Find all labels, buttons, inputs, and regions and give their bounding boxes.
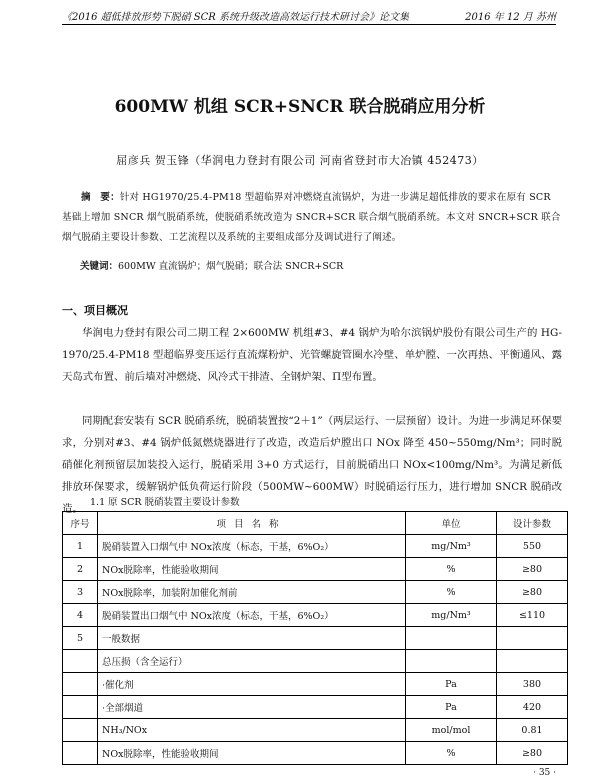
row-no: 5 xyxy=(63,627,98,650)
row-item-name: ·催化剂 xyxy=(98,673,406,696)
row-item-name: NH₃/NOx xyxy=(98,719,406,742)
row-unit: Pa xyxy=(406,696,497,719)
row-no: 4 xyxy=(63,604,98,627)
author-affiliation: 屈彦兵 贺玉锋（华润电力登封有限公司 河南省登封市大冶镇 452473） xyxy=(116,154,484,167)
row-value xyxy=(497,627,568,650)
row-value: 550 xyxy=(497,535,568,558)
keywords xyxy=(80,258,343,272)
row-item-name: ·全部烟道 xyxy=(98,696,406,719)
row-no: 1 xyxy=(63,535,98,558)
row-no: 3 xyxy=(63,581,98,604)
table-row xyxy=(63,535,568,558)
header-date-location: 2016 年 12 月 苏州 xyxy=(465,12,556,23)
row-unit: mg/Nm³ xyxy=(406,535,497,558)
table-row xyxy=(63,627,568,650)
header-no: 序号 xyxy=(63,512,98,535)
abstract-label: 摘 要： xyxy=(81,192,120,203)
row-unit xyxy=(406,650,497,673)
running-header xyxy=(62,6,556,26)
row-no: 2 xyxy=(63,558,98,581)
table-header-row xyxy=(63,512,568,535)
row-item-name: 脱硝装置出口烟气中 NOx浓度（标态，干基，6%O₂） xyxy=(98,604,406,627)
table-row xyxy=(63,604,568,627)
row-unit: % xyxy=(406,558,497,581)
header-unit: 单位 xyxy=(406,512,497,535)
row-no xyxy=(63,742,98,765)
paper-title: 600MW 机组 SCR+SNCR 联合脱硝应用分析 xyxy=(114,97,486,117)
body-paragraph-2: 同期配套安装有 SCR 脱硝系统，脱硝装置按“2＋1”（两层运行、一层预留）设计。为进一步满足环保要求，分别对#3、#4 锅炉低氮燃烧器进行了改造，改造后炉膛出口 NOx 降至 450~550mg/Nm³；同时脱硝催化剂预留层加装投入运行，脱硝采用 3+0 方式运行，目前脱硝出口 NOx<100mg/Nm³。为满足新低排放环保要求，缓解锅炉低负荷运行阶段（500MW~600MW）时脱硝运行压力，进行增加 SNCR 脱硝改造。 xyxy=(62,415,562,515)
row-item-name: NOx脱除率，加装附加催化剂前 xyxy=(98,581,406,604)
row-value: ≤110 xyxy=(497,604,568,627)
header-rule xyxy=(62,24,556,25)
table-row xyxy=(63,696,568,719)
abstract-text: 针对 HG1970/25.4-PM18 型超临界对冲燃烧直流锅炉，为进一步满足超低排放的要求在原有 SCR 基础上增加 SNCR 烟气脱硝系统，使脱硝系统改造为 SNCR+SCR 联合烟气脱硝系统。本文对 SNCR+SCR 联合烟气脱硝主要设计参数、工艺流程以及系统的主要组成部分及调试进行了阐述。 xyxy=(62,192,561,243)
row-value xyxy=(497,650,568,673)
row-value: 420 xyxy=(497,696,568,719)
row-item-name: NOx脱除率，性能验收期间 xyxy=(98,742,406,765)
table-row xyxy=(63,581,568,604)
header-design-value: 设计参数 xyxy=(497,512,568,535)
row-value: ≥80 xyxy=(497,558,568,581)
body-paragraph-1: 华润电力登封有限公司二期工程 2×600MW 机组#3、#4 锅炉为哈尔滨锅炉股份有限公司生产的 HG-1970/25.4-PM18 型超临界变压运行直流煤粉炉、光管螺旋管圈水冷壁、单炉膛、一次再热、平衡通风、露天岛式布置、前后墙对冲燃烧、风冷式干排渣、全钢炉架、Π型布置。 xyxy=(62,327,562,383)
row-value: ≥80 xyxy=(497,742,568,765)
row-item-name: NOx脱除率，性能验收期间 xyxy=(98,558,406,581)
row-unit: % xyxy=(406,581,497,604)
keywords-text: 600MW 直流锅炉；烟气脱硝；联合法 SNCR+SCR xyxy=(118,261,344,272)
abstract xyxy=(62,188,562,248)
table-row xyxy=(63,719,568,742)
row-no xyxy=(63,719,98,742)
row-unit xyxy=(406,627,497,650)
row-unit: mg/Nm³ xyxy=(406,604,497,627)
row-unit: Pa xyxy=(406,673,497,696)
header-proceedings-title: 《2016 超低排放形势下脱硝 SCR 系统升级改造高效运行技术研讨会》论文集 xyxy=(62,12,410,23)
row-item-name: 脱硝装置入口烟气中 NOx浓度（标态，干基，6%O₂） xyxy=(98,535,406,558)
row-value: 0.81 xyxy=(497,719,568,742)
row-unit: % xyxy=(406,742,497,765)
table-row xyxy=(63,650,568,673)
row-item-name: 总压损（含全运行） xyxy=(98,650,406,673)
header-item-name: 项目名称 xyxy=(98,512,406,535)
row-value: ≥80 xyxy=(497,581,568,604)
row-no xyxy=(63,673,98,696)
design-parameter-table xyxy=(62,511,568,765)
section-heading: 一、项目概况 xyxy=(62,304,128,317)
table-row xyxy=(63,673,568,696)
page-number: · 35 · xyxy=(533,768,556,778)
table-caption: 1.1 原 SCR 脱硝装置主要设计参数 xyxy=(90,497,240,508)
row-value: 380 xyxy=(497,673,568,696)
keywords-label: 关键词： xyxy=(80,261,119,272)
row-unit: mol/mol xyxy=(406,719,497,742)
row-no xyxy=(63,650,98,673)
row-item-name: 一般数据 xyxy=(98,627,406,650)
table-row xyxy=(63,558,568,581)
table-row xyxy=(63,742,568,765)
row-no xyxy=(63,696,98,719)
